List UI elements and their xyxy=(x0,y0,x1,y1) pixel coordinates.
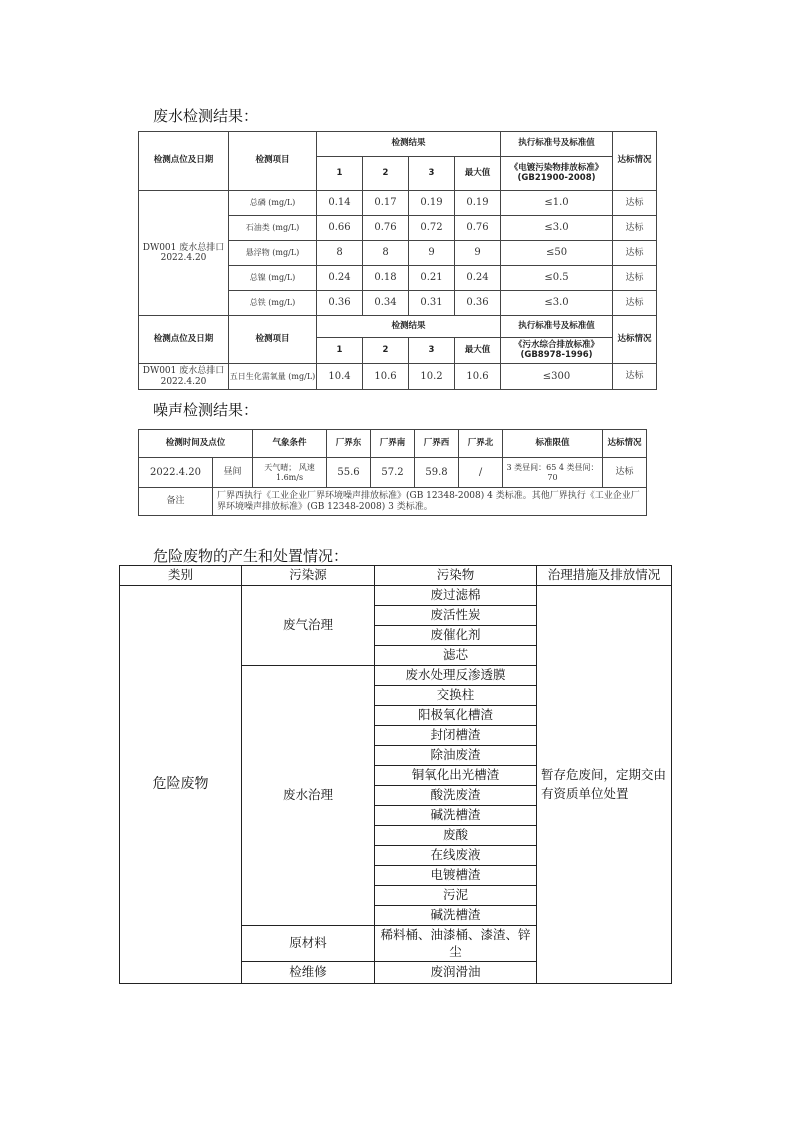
value-cell: 0.66 xyxy=(317,216,363,241)
header-results: 检测结果 xyxy=(317,316,501,338)
wastewater-heading: 废水检测结果： xyxy=(153,107,259,125)
pollutant-cell: 铜氧化出光槽渣 xyxy=(375,766,537,786)
header-point-date: 检测点位及日期 xyxy=(139,132,229,191)
standard-integrated: 《污水综合排放标准》(GB8978-1996) xyxy=(501,338,613,364)
header-results: 检测结果 xyxy=(317,132,501,157)
header-weather: 气象条件 xyxy=(253,430,327,458)
source-cell: 原材料 xyxy=(242,926,375,962)
header-measure: 治理措施及排放情况 xyxy=(537,566,672,586)
limit-cell: ≤50 xyxy=(501,241,613,266)
limit-cell: ≤0.5 xyxy=(501,266,613,291)
value-cell: 10.6 xyxy=(363,364,409,390)
value-cell: 8 xyxy=(317,241,363,266)
value-cell: 0.72 xyxy=(409,216,455,241)
pollutant-cell: 碱洗槽渣 xyxy=(375,906,537,926)
pass-cell: 达标 xyxy=(613,266,657,291)
pollutant-cell: 废酸 xyxy=(375,826,537,846)
header-item: 检测项目 xyxy=(229,316,317,364)
standard-electroplating: 《电镀污染物排放标准》(GB21900-2008) xyxy=(501,157,613,191)
item-cell: 五日生化需氧量 (mg/L) xyxy=(229,364,317,390)
header-item: 检测项目 xyxy=(229,132,317,191)
header-time-point: 检测时间及点位 xyxy=(139,430,253,458)
pass-cell: 达标 xyxy=(603,458,647,488)
category-cell: 危险废物 xyxy=(120,586,242,984)
measure-cell: 暂存危废间，定期交由有资质单位处置 xyxy=(537,586,672,984)
header-west: 厂界西 xyxy=(415,430,459,458)
header-limit: 标准限值 xyxy=(503,430,603,458)
header-c3: 3 xyxy=(409,338,455,364)
value-cell: 0.18 xyxy=(363,266,409,291)
limit-cell: 3 类昼间：65 4 类昼间：70 xyxy=(503,458,603,488)
header-north: 厂界北 xyxy=(459,430,503,458)
header-pass: 达标情况 xyxy=(613,316,657,364)
period-cell: 昼间 xyxy=(213,458,253,488)
pollutant-cell: 封闭槽渣 xyxy=(375,726,537,746)
header-max: 最大值 xyxy=(455,338,501,364)
header-pollutant: 污染物 xyxy=(375,566,537,586)
limit-cell: ≤1.0 xyxy=(501,191,613,216)
pollutant-cell: 除油废渣 xyxy=(375,746,537,766)
pollutant-cell: 废润滑油 xyxy=(375,962,537,984)
value-cell: 0.21 xyxy=(409,266,455,291)
pollutant-cell: 酸洗废渣 xyxy=(375,786,537,806)
hazardous-waste-table xyxy=(119,565,672,984)
hazardous-waste-heading: 危险废物的产生和处置情况： xyxy=(153,547,349,565)
pass-cell: 达标 xyxy=(613,241,657,266)
header-c2: 2 xyxy=(363,157,409,191)
source-cell: 检维修 xyxy=(242,962,375,984)
sampling-point: DW001 废水总排口 2022.4.20 xyxy=(139,364,229,390)
header-pass: 达标情况 xyxy=(613,132,657,191)
noise-results-table xyxy=(138,429,647,516)
header-standard: 执行标准号及标准值 xyxy=(501,316,613,338)
header-south: 厂界南 xyxy=(371,430,415,458)
east-value: 55.6 xyxy=(327,458,371,488)
pass-cell: 达标 xyxy=(613,191,657,216)
pollutant-cell: 交换柱 xyxy=(375,686,537,706)
header-source: 污染源 xyxy=(242,566,375,586)
header-max: 最大值 xyxy=(455,157,501,191)
max-cell: 0.24 xyxy=(455,266,501,291)
max-cell: 0.36 xyxy=(455,291,501,316)
header-c1: 1 xyxy=(317,157,363,191)
source-cell: 废水治理 xyxy=(242,666,375,926)
pollutant-cell: 电镀槽渣 xyxy=(375,866,537,886)
header-point-date: 检测点位及日期 xyxy=(139,316,229,364)
item-cell: 石油类 (mg/L) xyxy=(229,216,317,241)
value-cell: 0.19 xyxy=(409,191,455,216)
sampling-point: DW001 废水总排口 2022.4.20 xyxy=(139,191,229,316)
header-c1: 1 xyxy=(317,338,363,364)
header-pass: 达标情况 xyxy=(603,430,647,458)
header-c2: 2 xyxy=(363,338,409,364)
item-cell: 总镍 (mg/L) xyxy=(229,266,317,291)
value-cell: 0.17 xyxy=(363,191,409,216)
value-cell: 0.76 xyxy=(363,216,409,241)
header-standard: 执行标准号及标准值 xyxy=(501,132,613,157)
header-east: 厂界东 xyxy=(327,430,371,458)
source-cell: 废气治理 xyxy=(242,586,375,666)
value-cell: 10.4 xyxy=(317,364,363,390)
item-cell: 总磷 (mg/L) xyxy=(229,191,317,216)
south-value: 57.2 xyxy=(371,458,415,488)
wastewater-results-table xyxy=(138,131,657,390)
pass-cell: 达标 xyxy=(613,216,657,241)
pass-cell: 达标 xyxy=(613,364,657,390)
note-text: 厂界西执行《工业企业厂界环境噪声排放标准》(GB 12348-2008) 4 类标准。其他厂界执行《工业企业厂界环境噪声排放标准》(GB 12348-2008) 3 类标准。 xyxy=(213,488,647,516)
max-cell: 9 xyxy=(455,241,501,266)
pass-cell: 达标 xyxy=(613,291,657,316)
limit-cell: ≤3.0 xyxy=(501,291,613,316)
limit-cell: ≤300 xyxy=(501,364,613,390)
pollutant-cell: 阳极氧化槽渣 xyxy=(375,706,537,726)
value-cell: 0.31 xyxy=(409,291,455,316)
value-cell: 0.34 xyxy=(363,291,409,316)
pollutant-cell: 在线废液 xyxy=(375,846,537,866)
value-cell: 0.14 xyxy=(317,191,363,216)
pollutant-cell: 废活性炭 xyxy=(375,606,537,626)
limit-cell: ≤3.0 xyxy=(501,216,613,241)
pollutant-cell: 污泥 xyxy=(375,886,537,906)
weather-cell: 天气晴； 风速 1.6m/s xyxy=(253,458,327,488)
max-cell: 0.19 xyxy=(455,191,501,216)
pollutant-cell: 碱洗槽渣 xyxy=(375,806,537,826)
value-cell: 9 xyxy=(409,241,455,266)
note-label: 备注 xyxy=(139,488,213,516)
pollutant-cell: 废水处理反渗透膜 xyxy=(375,666,537,686)
date-cell: 2022.4.20 xyxy=(139,458,213,488)
value-cell: 8 xyxy=(363,241,409,266)
pollutant-cell: 滤芯 xyxy=(375,646,537,666)
max-cell: 0.76 xyxy=(455,216,501,241)
header-c3: 3 xyxy=(409,157,455,191)
value-cell: 0.36 xyxy=(317,291,363,316)
north-value: / xyxy=(459,458,503,488)
noise-heading: 噪声检测结果： xyxy=(153,401,259,419)
west-value: 59.8 xyxy=(415,458,459,488)
pollutant-cell: 稀料桶、油漆桶、漆渣、锌尘 xyxy=(375,926,537,962)
item-cell: 总铁 (mg/L) xyxy=(229,291,317,316)
max-cell: 10.6 xyxy=(455,364,501,390)
value-cell: 0.24 xyxy=(317,266,363,291)
header-category: 类别 xyxy=(120,566,242,586)
item-cell: 悬浮物 (mg/L) xyxy=(229,241,317,266)
pollutant-cell: 废过滤棉 xyxy=(375,586,537,606)
pollutant-cell: 废催化剂 xyxy=(375,626,537,646)
value-cell: 10.2 xyxy=(409,364,455,390)
